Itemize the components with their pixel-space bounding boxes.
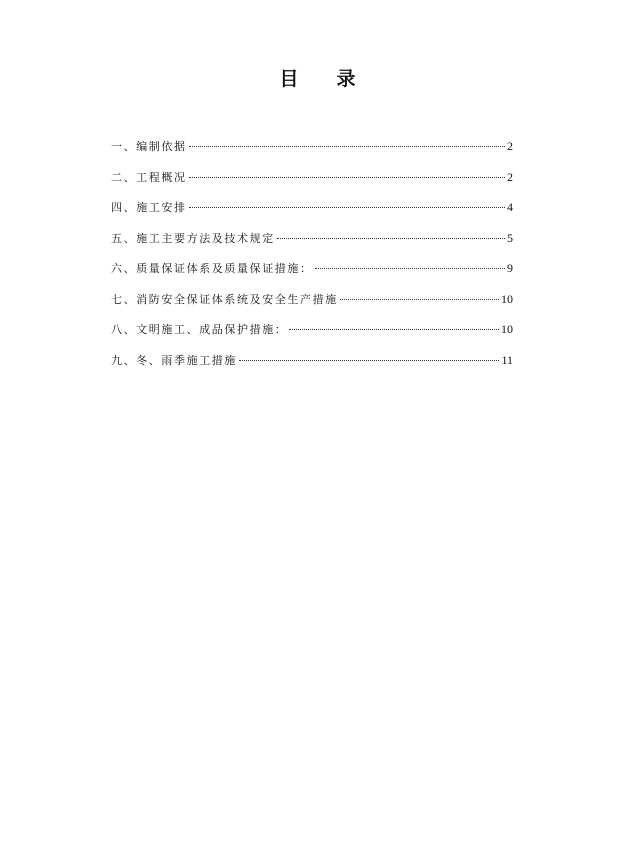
toc-dot-leader [189,207,505,208]
toc-entry-4[interactable] [111,228,513,259]
toc-entry-label: 一、编制依据 [111,140,187,153]
toc-entry-2[interactable] [111,167,513,198]
toc-entry-3[interactable] [111,197,513,228]
toc-entry-7[interactable] [111,319,513,350]
toc-dot-leader [315,268,505,269]
toc-title-char-1: 目 [279,68,299,90]
toc-entry-page: 4 [507,200,513,214]
toc-entry-8[interactable] [111,350,513,381]
toc-entry-label: 七、消防安全保证体系统及安全生产措施 [111,292,338,306]
toc-entry-label: 二、工程概况 [111,170,187,184]
toc-entry-page: 10 [501,291,513,306]
toc-entry-label: 八、文明施工、成品保护措施： [111,323,288,336]
toc-entry-page: 5 [507,230,513,245]
toc-entry-page: 9 [507,261,513,275]
toc-entry-page: 2 [507,169,513,184]
toc-title-char-2: 录 [336,68,356,90]
toc-entry-label: 六、质量保证体系及质量保证措施： [111,262,313,275]
toc-dot-leader [289,329,499,330]
toc-title [0,64,635,91]
toc-entry-page: 2 [507,139,513,153]
toc-dot-leader [189,177,505,178]
toc-entry-page: 11 [501,352,513,367]
toc-entry-page: 10 [501,322,513,336]
toc-dot-leader [239,360,499,361]
toc-entry-label: 九、冬、雨季施工措施 [111,353,237,367]
toc-entry-label: 四、施工安排 [111,201,187,214]
table-of-contents [111,136,513,380]
toc-dot-leader [340,299,499,300]
toc-entry-6[interactable] [111,289,513,320]
toc-dot-leader [189,146,505,147]
toc-dot-leader [277,238,505,239]
toc-entry-1[interactable] [111,136,513,167]
toc-entry-5[interactable] [111,258,513,289]
toc-entry-label: 五、施工主要方法及技术规定 [111,231,275,245]
